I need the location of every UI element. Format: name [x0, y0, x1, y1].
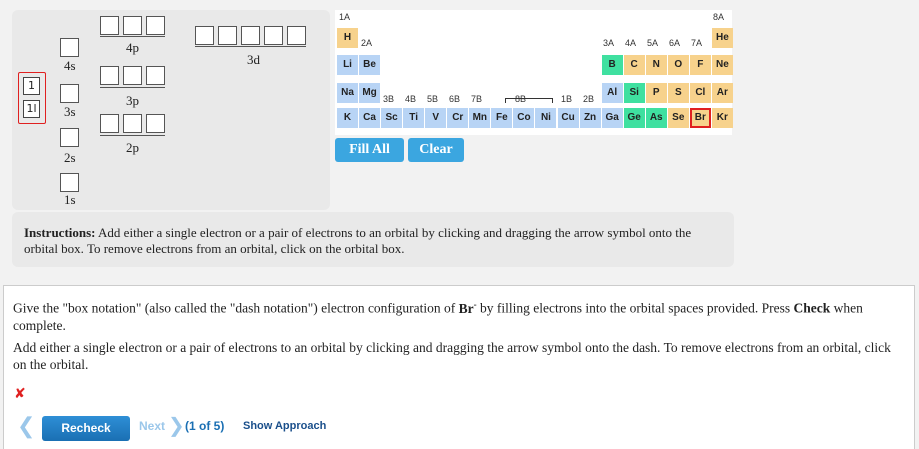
group-label-g7b: 7B — [471, 94, 483, 104]
element-o[interactable]: O — [668, 55, 689, 75]
orbital-label-4s: 4s — [64, 58, 76, 73]
element-cu[interactable]: Cu — [558, 108, 579, 128]
electron-pair-arrow-icon[interactable]: 1l — [23, 100, 40, 118]
orbital-diagram-panel — [12, 10, 330, 210]
element-sc[interactable]: Sc — [381, 108, 402, 128]
element-se[interactable]: Se — [668, 108, 689, 128]
next-arrow-icon[interactable]: ❯ — [168, 413, 185, 437]
element-cl[interactable]: Cl — [690, 83, 711, 103]
element-n[interactable]: N — [646, 55, 667, 75]
orbital-label-1s: 1s — [64, 192, 76, 207]
orbital-box-4p-1[interactable] — [100, 16, 119, 35]
orbital-box-3p-2[interactable] — [123, 66, 142, 85]
orbital-box-2p-1[interactable] — [100, 114, 119, 133]
group-label-g4b: 4B — [405, 94, 417, 104]
recheck-button[interactable]: Recheck — [42, 416, 130, 441]
instructions-text — [24, 225, 724, 257]
element-ga[interactable]: Ga — [602, 108, 623, 128]
group-label-g3b: 3B — [383, 94, 395, 104]
question-text-a: Give the "box notation" (also called the "dash notation") electron configuration of — [13, 300, 459, 316]
element-s[interactable]: S — [668, 83, 689, 103]
element-ne[interactable]: Ne — [712, 55, 733, 75]
group-label-g2a: 2A — [361, 38, 373, 48]
group-label-g1a: 1A — [339, 12, 351, 22]
orbital-box-3d-5[interactable] — [287, 26, 306, 45]
orbital-label-2s: 2s — [64, 150, 76, 165]
orbital-box-4p-3[interactable] — [146, 16, 165, 35]
group-label-g1b: 1B — [561, 94, 573, 104]
group-label-g8a: 8A — [713, 12, 725, 22]
element-ca[interactable]: Ca — [359, 108, 380, 128]
element-v[interactable]: V — [425, 108, 446, 128]
element-ar[interactable]: Ar — [712, 83, 733, 103]
orbital-box-1s[interactable] — [60, 173, 79, 192]
orbital-box-2s[interactable] — [60, 128, 79, 147]
group-label-g7a: 7A — [691, 38, 703, 48]
orbital-line-4p — [100, 36, 165, 37]
orbital-line-2p — [100, 135, 165, 136]
instructions-heading: Instructions: — [24, 225, 96, 240]
element-k[interactable]: K — [337, 108, 358, 128]
orbital-box-3p-3[interactable] — [146, 66, 165, 85]
periodic-table — [335, 10, 732, 135]
group-label-g5b: 5B — [427, 94, 439, 104]
ion-element: Br — [458, 300, 474, 316]
instructions-body: Add either a single electron or a pair of electrons to an orbital by clicking and dragging the arrow symbol onto the orbital box. To remove electrons from an orbital, click on the orbital box. — [24, 225, 692, 256]
element-mn[interactable]: Mn — [469, 108, 490, 128]
group-label-g6a: 6A — [669, 38, 681, 48]
question-instructions: Add either a single electron or a pair of electrons to an orbital by clicking and dragging the arrow symbol onto the dash. To remove electrons from an orbital, click on the orbital. — [13, 340, 891, 372]
element-mg[interactable]: Mg — [359, 83, 380, 103]
orbital-label-3d: 3d — [247, 52, 260, 67]
group-label-g8b: 8B — [515, 94, 527, 104]
element-br[interactable]: Br — [690, 108, 711, 128]
orbital-label-2p: 2p — [126, 140, 139, 155]
orbital-box-2p-2[interactable] — [123, 114, 142, 133]
orbital-label-4p: 4p — [126, 40, 139, 55]
previous-arrow-icon[interactable]: ❮ — [17, 414, 36, 439]
group-label-g5a: 5A — [647, 38, 659, 48]
element-h[interactable]: H — [337, 28, 358, 48]
ion-charge: - — [473, 299, 477, 309]
orbital-box-3d-1[interactable] — [195, 26, 214, 45]
element-zn[interactable]: Zn — [580, 108, 601, 128]
question-text-b: by filling electrons into the orbital spaces provided. Press — [476, 300, 794, 316]
element-kr[interactable]: Kr — [712, 108, 733, 128]
ion-symbol — [459, 301, 477, 316]
clear-button[interactable]: Clear — [408, 138, 464, 162]
check-keyword: Check — [793, 300, 831, 316]
element-ni[interactable]: Ni — [535, 108, 556, 128]
element-c[interactable]: C — [624, 55, 645, 75]
group-8b-bracket — [505, 98, 553, 103]
element-be[interactable]: Be — [359, 55, 380, 75]
element-ge[interactable]: Ge — [624, 108, 645, 128]
orbital-box-3d-4[interactable] — [264, 26, 283, 45]
element-he[interactable]: He — [712, 28, 733, 48]
orbital-box-4p-2[interactable] — [123, 16, 142, 35]
element-cr[interactable]: Cr — [447, 108, 468, 128]
orbital-box-3d-3[interactable] — [241, 26, 260, 45]
fill-all-button[interactable]: Fill All — [335, 138, 404, 162]
question-prompt — [13, 296, 903, 334]
show-approach-link[interactable]: Show Approach — [243, 420, 327, 432]
orbital-box-4s[interactable] — [60, 38, 79, 57]
orbital-box-2p-3[interactable] — [146, 114, 165, 133]
orbital-box-3s[interactable] — [60, 84, 79, 103]
element-al[interactable]: Al — [602, 83, 623, 103]
element-li[interactable]: Li — [337, 55, 358, 75]
group-label-g6b: 6B — [449, 94, 461, 104]
element-as[interactable]: As — [646, 108, 667, 128]
element-na[interactable]: Na — [337, 83, 358, 103]
orbital-box-3d-2[interactable] — [218, 26, 237, 45]
element-ti[interactable]: Ti — [403, 108, 424, 128]
instructions-panel — [12, 212, 734, 267]
group-label-g3a: 3A — [603, 38, 615, 48]
incorrect-mark-icon: ✘ — [14, 386, 26, 402]
question-counter: (1 of 5) — [185, 419, 225, 433]
element-fe[interactable]: Fe — [491, 108, 512, 128]
single-electron-arrow-icon[interactable]: 1 — [23, 77, 40, 95]
orbital-line-3d — [195, 46, 306, 47]
orbital-box-3p-1[interactable] — [100, 66, 119, 85]
orbital-label-3p: 3p — [126, 93, 139, 108]
element-f[interactable]: F — [690, 55, 711, 75]
orbital-line-3p — [100, 87, 165, 88]
element-co[interactable]: Co — [513, 108, 534, 128]
orbital-label-3s: 3s — [64, 104, 76, 119]
question-text-c: when complete. — [13, 300, 863, 333]
electron-arrow-palette — [18, 72, 46, 124]
next-button[interactable]: Next — [139, 419, 166, 433]
question-panel — [3, 285, 915, 449]
element-si[interactable]: Si — [624, 83, 645, 103]
element-p[interactable]: P — [646, 83, 667, 103]
element-b[interactable]: B — [602, 55, 623, 75]
group-label-g4a: 4A — [625, 38, 637, 48]
group-label-g2b: 2B — [583, 94, 595, 104]
